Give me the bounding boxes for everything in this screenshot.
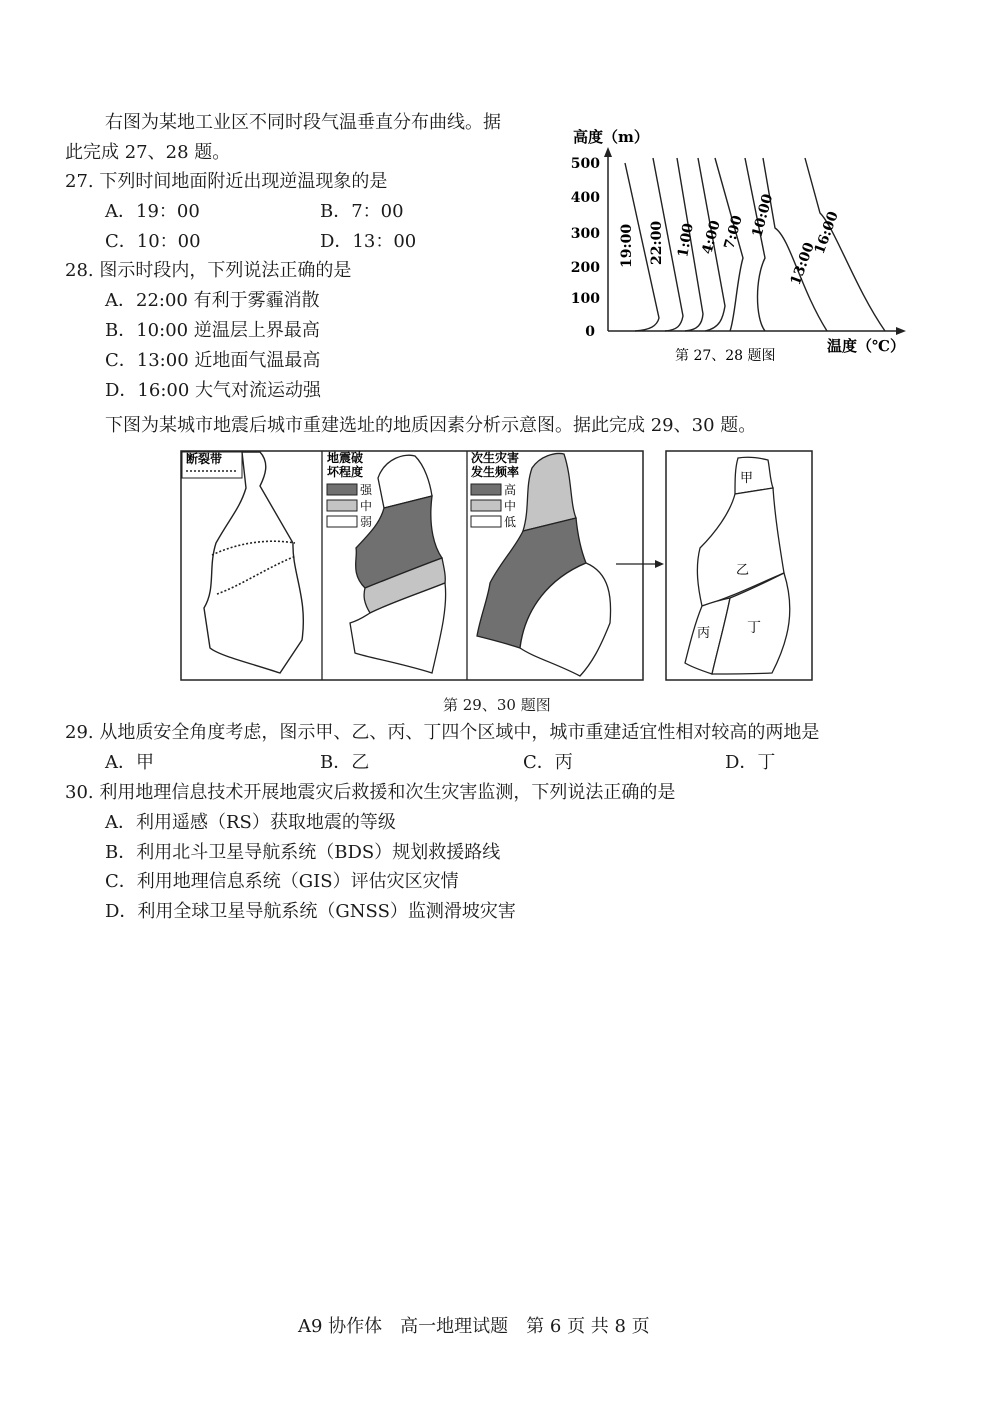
question-30-option-c: C．利用地理信息系统（GIS）评估灾区灾情 — [105, 871, 459, 892]
y-tick-400: 400 — [570, 190, 600, 206]
damage-legend-strong — [327, 484, 357, 495]
page-footer: A9 协作体 高一地理试题 第 6 页 共 8 页 — [298, 1316, 650, 1337]
curve-label-7-00: 7:00 — [721, 213, 746, 252]
y-axis-arrow — [604, 147, 612, 157]
map-caption: 第 29、30 题图 — [443, 696, 551, 714]
damage-legend-weak-label: 弱 — [360, 515, 373, 529]
intro-text-line1: 右图为某地工业区不同时段气温垂直分布曲线。据 — [105, 112, 501, 133]
chart-x-label: 温度（℃） — [827, 337, 905, 355]
region-label-yi: 乙 — [736, 563, 750, 578]
region-label-jia: 甲 — [740, 471, 754, 486]
question-29-option-d: D．丁 — [725, 752, 776, 773]
question-28-option-c: C．13:00 近地面气温最高 — [105, 350, 321, 371]
question-27-option-c: C．10：00 — [105, 231, 201, 252]
curve-label-1-00: 1:00 — [675, 222, 697, 259]
y-tick-0: 0 — [585, 324, 595, 340]
question-30-option-b: B．利用北斗卫星导航系统（BDS）规划救援路线 — [105, 842, 501, 863]
question-29-stem: 29. 从地质安全角度考虑，图示甲、乙、丙、丁四个区域中，城市重建适宜性相对较高的两地是 — [65, 722, 820, 743]
chart-y-label: 高度（m） — [573, 128, 649, 146]
region-label-ding: 丁 — [747, 620, 761, 636]
curve-label-13-00: 13:00 — [787, 240, 818, 288]
question-28-option-d: D．16:00 大气对流运动强 — [105, 380, 322, 401]
curve-label-16-00: 16:00 — [811, 209, 842, 257]
secondary-legend-title-2: 发生频率 — [471, 465, 520, 479]
earthquake-map-figure — [180, 448, 820, 688]
y-tick-300: 300 — [570, 226, 600, 242]
x-axis-arrow — [896, 327, 906, 335]
damage-legend-title-1: 地震破 — [327, 451, 364, 465]
question-28-stem: 28. 图示时段内，下列说法正确的是 — [65, 260, 352, 281]
y-tick-100: 100 — [570, 291, 600, 307]
question-28-option-a: A．22:00 有利于雾霾消散 — [105, 290, 320, 311]
question-28-option-b: B．10:00 逆温层上界最高 — [105, 320, 320, 341]
temperature-profile-chart — [565, 118, 925, 373]
curve-label-10-00: 10:00 — [749, 192, 777, 240]
question-30-option-a: A．利用遥感（RS）获取地震的等级 — [105, 812, 396, 833]
region-label-bing: 丙 — [697, 626, 711, 641]
secondary-legend-low-label: 低 — [504, 515, 517, 529]
damage-legend-medium — [327, 500, 357, 511]
secondary-legend-title-1: 次生灾害 — [471, 451, 520, 465]
damage-legend-strong-label: 强 — [360, 483, 373, 497]
question-27-option-a: A．19：00 — [105, 201, 200, 222]
secondary-legend-medium — [471, 500, 501, 511]
question-30-stem: 30. 利用地理信息技术开展地震灾后救援和次生灾害监测，下列说法正确的是 — [65, 782, 676, 803]
intro-text-line2: 此完成 27、28 题。 — [65, 142, 231, 163]
question-27-option-d: D．13：00 — [320, 231, 417, 252]
y-tick-500: 500 — [570, 156, 600, 172]
curve-label-19-00: 19:00 — [619, 223, 635, 268]
fault-legend-label: 断裂带 — [186, 452, 223, 466]
region-outline-panel-1 — [204, 452, 303, 673]
chart1-caption: 第 27、28 题图 — [675, 348, 776, 364]
question-29-option-a: A．甲 — [105, 752, 154, 773]
secondary-legend-low — [471, 516, 501, 527]
intro2-text: 下图为某城市地震后城市重建选址的地质因素分析示意图。据此完成 29、30 题。 — [105, 415, 757, 436]
curve-label-4-00: 4:00 — [699, 218, 724, 257]
question-27-stem: 27. 下列时间地面附近出现逆温现象的是 — [65, 171, 388, 192]
curve-label-22-00: 22:00 — [649, 220, 665, 265]
damage-legend-title-2: 坏程度 — [327, 465, 364, 479]
damage-legend-weak — [327, 516, 357, 527]
y-tick-200: 200 — [570, 260, 600, 276]
arrow-head — [655, 560, 664, 568]
question-29-option-c: C．丙 — [523, 752, 573, 773]
damage-legend-medium-label: 中 — [360, 499, 373, 513]
secondary-legend-high — [471, 484, 501, 495]
question-30-option-d: D．利用全球卫星导航系统（GNSS）监测滑坡灾害 — [105, 901, 516, 922]
curve-10-00 — [745, 158, 765, 331]
question-29-option-b: B．乙 — [320, 752, 370, 773]
secondary-legend-high-label: 高 — [504, 483, 517, 497]
question-27-option-b: B．7：00 — [320, 201, 404, 222]
secondary-legend-medium-label: 中 — [504, 499, 517, 513]
